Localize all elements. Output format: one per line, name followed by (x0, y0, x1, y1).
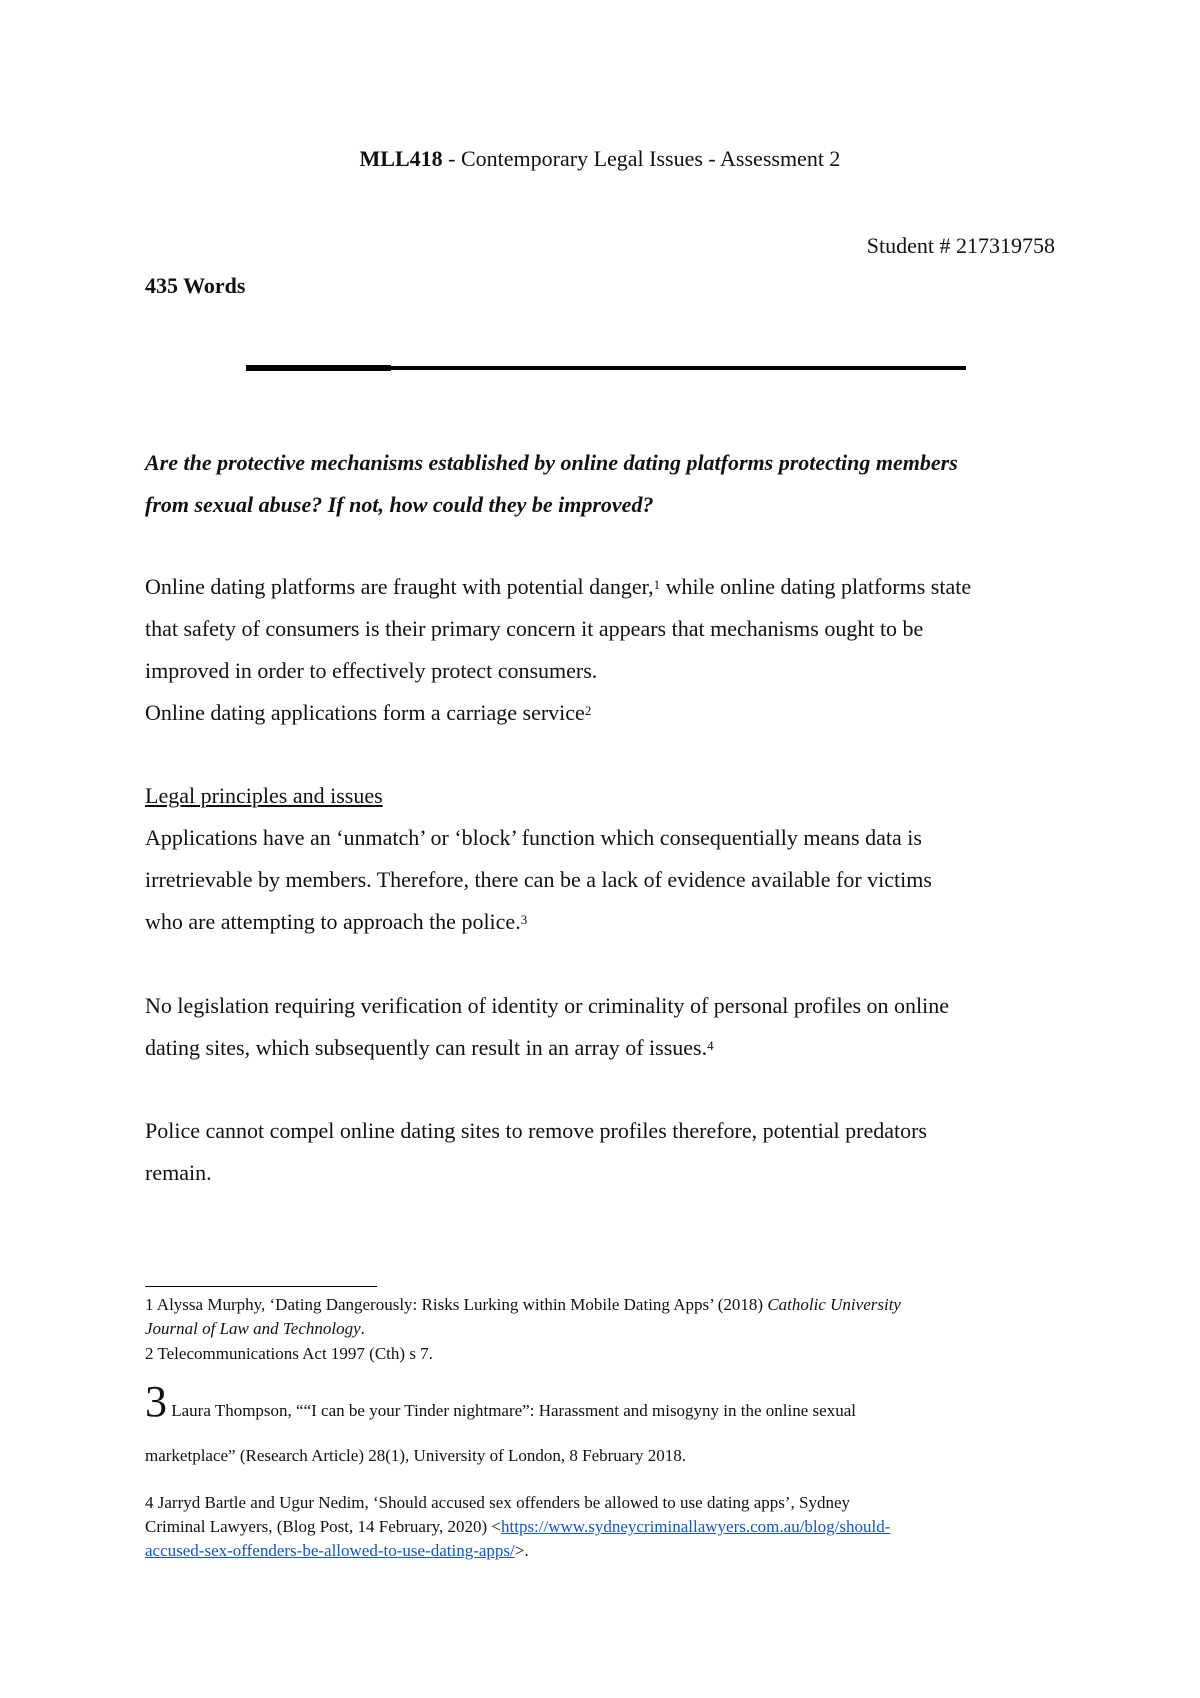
text-run: Laura Thompson, ““I can be your Tinder nightmare”: Harassment and misogyny in the online sexual (167, 1401, 856, 1420)
paragraph-line: Police cannot compel online dating sites to remove profiles therefore, potential predators (145, 1118, 927, 1143)
footnote-line: marketplace” (Research Article) 28(1), University of London, 8 February 2018. (145, 1446, 686, 1465)
footnote-separator (145, 1286, 377, 1287)
paragraph-line (145, 901, 932, 943)
paragraph-line: remain. (145, 1160, 212, 1185)
document-title (0, 146, 1200, 172)
text-run: dating sites, which subsequently can result in an array of issues. (145, 1035, 708, 1060)
text-run: 1 Alyssa Murphy, ‘Dating Dangerously: Risks Lurking within Mobile Dating Apps’ (2018) (145, 1295, 768, 1314)
footnote-ref-3: 3 (520, 912, 528, 927)
footnote-line (145, 1377, 856, 1426)
source-link-continued[interactable]: accused-sex-offenders-be-allowed-to-use-dating-apps/ (145, 1541, 515, 1560)
paragraph-line (145, 692, 971, 734)
footnote-line (145, 1515, 890, 1539)
footnote-4 (145, 1491, 890, 1563)
footnote-number: 3 (145, 1377, 167, 1426)
footnote-line (145, 1293, 901, 1317)
paragraph-intro (145, 566, 971, 734)
paragraph-legislation (145, 985, 949, 1069)
section-heading: Legal principles and issues (145, 783, 383, 808)
footnote-ref-4: 4 (707, 1038, 714, 1053)
footnote-ref-1: 1 (653, 577, 661, 592)
footnote-line (145, 1317, 901, 1341)
paragraph-line: that safety of consumers is their primary concern it appears that mechanisms ought to be (145, 616, 924, 641)
text-run: >. (514, 1541, 529, 1560)
paragraph-line: irretrievable by members. Therefore, there can be a lack of evidence available for victims (145, 867, 932, 892)
paragraph-line (145, 566, 971, 608)
course-title: - Contemporary Legal Issues - Assessment 2 (442, 146, 841, 171)
footnote-ref-2: 2 (584, 703, 592, 718)
paragraph-line: Applications have an ‘unmatch’ or ‘block’ function which consequentially means data is (145, 825, 922, 850)
footnote-2: 2 Telecommunications Act 1997 (Cth) s 7. (145, 1344, 433, 1363)
text-run: Online dating applications form a carriage service (145, 700, 585, 725)
text-run: who are attempting to approach the police. (145, 909, 521, 934)
text-run: Criminal Lawyers, (Blog Post, 14 February, 2020) < (145, 1517, 501, 1536)
text-run: while online dating platforms state (660, 574, 972, 599)
journal-name: Journal of Law and Technology (145, 1319, 361, 1338)
footnote-line (145, 1539, 890, 1563)
paragraph-police (145, 1110, 927, 1194)
footnote-line: 4 Jarryd Bartle and Ugur Nedim, ‘Should accused sex offenders be allowed to use dating apps’, Sydney (145, 1493, 851, 1512)
question-line: Are the protective mechanisms established by online dating platforms protecting members (145, 450, 958, 475)
question-line: from sexual abuse? If not, how could they be improved? (145, 492, 654, 517)
journal-name: Catholic University (767, 1295, 901, 1314)
paragraph-line: No legislation requiring verification of identity or criminality of personal profiles on online (145, 993, 950, 1018)
text-run: . (360, 1319, 365, 1338)
essay-question (145, 442, 958, 526)
footnote-1 (145, 1293, 901, 1341)
paragraph-line (145, 1027, 949, 1069)
student-number: Student # 217319758 (866, 233, 1055, 258)
word-count: 435 Words (145, 273, 246, 298)
footnote-3 (145, 1377, 856, 1468)
paragraph-line: improved in order to effectively protect consumers. (145, 658, 598, 683)
horizontal-rule-accent (246, 365, 391, 371)
paragraph-unmatch (145, 817, 932, 943)
source-link[interactable]: https://www.sydneycriminallawyers.com.au/blog/should- (501, 1517, 891, 1536)
text-run: Online dating platforms are fraught with potential danger, (145, 574, 654, 599)
course-code: MLL418 (359, 146, 443, 171)
